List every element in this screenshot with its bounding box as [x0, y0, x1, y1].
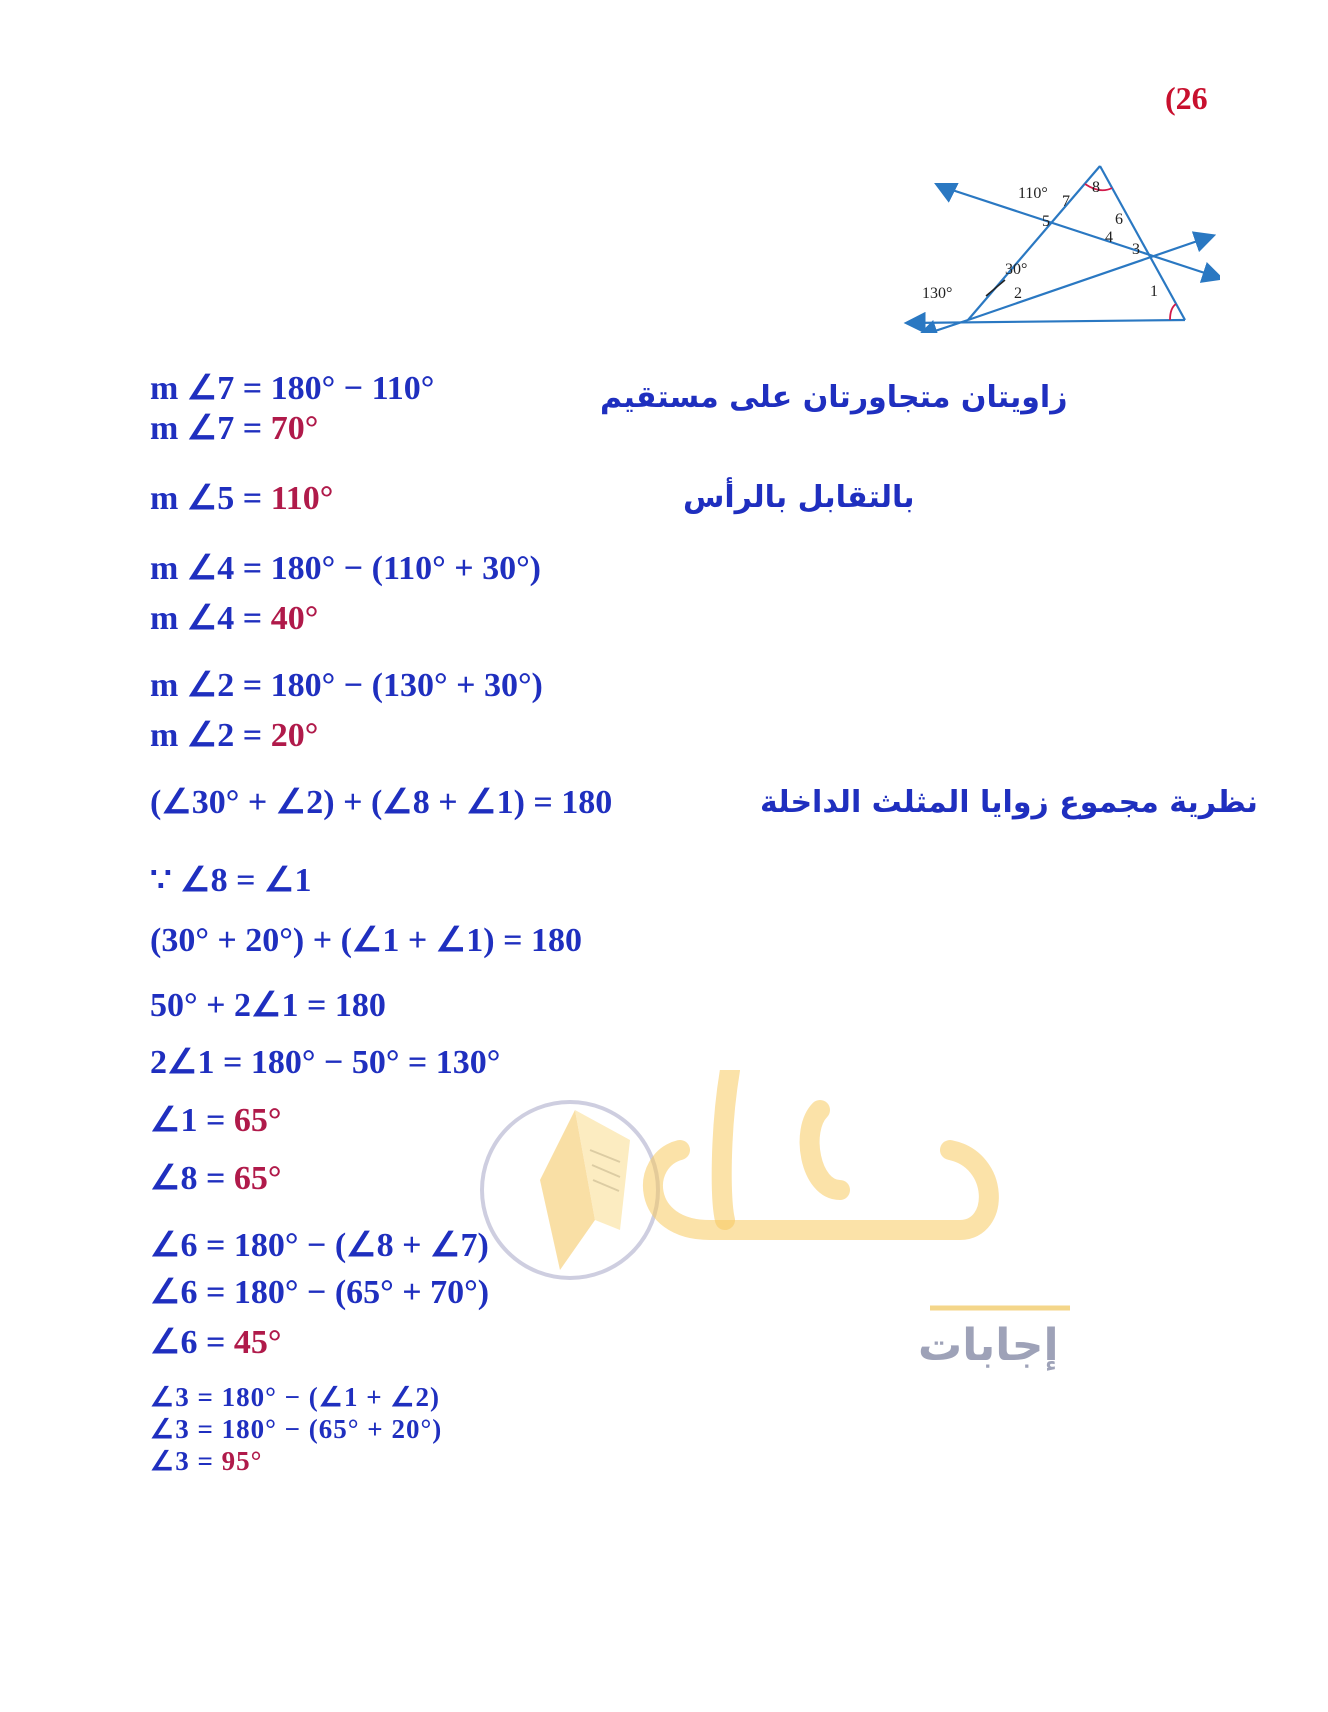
eq-angle4-result: m ∠4 = 40° — [150, 600, 319, 637]
transversal-1 — [940, 186, 1220, 278]
eq-since-angle8-equals-angle1: ∵ ∠8 = ∠1 — [150, 862, 312, 899]
label-6: 6 — [1115, 211, 1123, 228]
eq-triangle-sum: (∠30° + ∠2) + (∠8 + ∠1) = 180 — [150, 784, 613, 821]
triangle-base-line — [908, 320, 1185, 323]
eq-angle4-step1: m ∠4 = 180° − (110° + 30°) — [150, 550, 541, 587]
eq-angle8-result: ∠8 = 65° — [150, 1160, 282, 1197]
eq-angle7-step1: m ∠7 = 180° − 110° — [150, 370, 435, 407]
eq-angle5-result: m ∠5 = 110° — [150, 480, 334, 517]
label-4: 4 — [1105, 229, 1113, 246]
label-2: 2 — [1014, 285, 1022, 302]
eq-angle2-result: m ∠2 = 20° — [150, 717, 319, 754]
angle-1-arc — [1170, 304, 1176, 320]
eq-angle1-result: ∠1 = 65° — [150, 1102, 282, 1139]
watermark-subtitle: إجابات — [918, 1320, 1059, 1371]
label-1: 1 — [1150, 283, 1158, 300]
eq-angle7-result: m ∠7 = 70° — [150, 410, 319, 447]
eq-angle6-step2: ∠6 = 180° − (65° + 70°) — [150, 1274, 490, 1311]
label-8: 8 — [1092, 179, 1100, 196]
eq-substitute: (30° + 20°) + (∠1 + ∠1) = 180 — [150, 922, 582, 959]
label-130: 130° — [922, 285, 953, 302]
eq-angle3-step1: ∠3 = 180° − (∠1 + ∠2) — [150, 1382, 441, 1412]
triangle-figure — [890, 158, 1220, 333]
eq-angle3-step2: ∠3 = 180° − (65° + 20°) — [150, 1414, 443, 1444]
eq-angle3-result: ∠3 = 95° — [150, 1446, 263, 1476]
eq-simplify: 50° + 2∠1 = 180 — [150, 987, 386, 1024]
eq-angle6-result: ∠6 = 45° — [150, 1324, 282, 1361]
label-110: 110° — [1018, 185, 1048, 202]
label-7: 7 — [1062, 193, 1070, 210]
label-5: 5 — [1042, 213, 1050, 230]
question-number: (26 — [1165, 80, 1208, 116]
note-adjacent-angles: زاويتان متجاورتان على مستقيم — [600, 380, 1068, 415]
eq-angle6-step1: ∠6 = 180° − (∠8 + ∠7) — [150, 1227, 489, 1264]
label-3: 3 — [1132, 241, 1140, 258]
pointer-30 — [986, 280, 1005, 296]
note-vertical-angles: بالتقابل بالرأس — [683, 480, 915, 515]
eq-angle2-step1: m ∠2 = 180° − (130° + 30°) — [150, 667, 543, 704]
eq-solve-2angle1: 2∠1 = 180° − 50° = 130° — [150, 1044, 501, 1081]
label-30: 30° — [1005, 261, 1028, 278]
note-triangle-angle-sum: نظرية مجموع زوايا المثلث الداخلة — [760, 785, 1258, 820]
